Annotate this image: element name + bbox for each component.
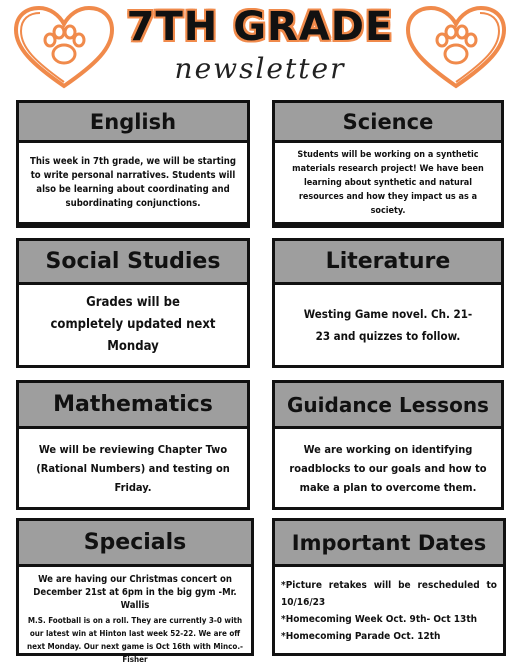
- section-title: Science: [275, 103, 501, 143]
- heart-paw-icon: [404, 4, 508, 90]
- english-section: [16, 100, 250, 228]
- list-item: *Homecoming Parade Oct. 12th: [281, 631, 441, 642]
- section-body: [275, 567, 503, 653]
- literature-section: [272, 238, 504, 368]
- specials-section: [16, 518, 254, 664]
- specials-football-text: M.S. Football is on a roll. They are currently 3-0 with our latest win at Hinton last week 52-22. We are off next Monday. Our next game is Oct 16th with Minco.-Fisher: [26, 616, 244, 664]
- guidance-lessons-section: [272, 380, 504, 510]
- section-body: We will be reviewing Chapter Two (Rational Numbers) and testing on Friday.: [19, 429, 247, 507]
- heart-paw-icon: [12, 4, 116, 90]
- important-dates-section: [272, 518, 506, 656]
- section-body: Westing Game novel. Ch. 21-23 and quizzes to follow.: [275, 285, 501, 365]
- science-section: [272, 100, 504, 228]
- list-item: *Picture retakes will be rescheduled to 10/16/23: [281, 580, 497, 608]
- section-title: Mathematics: [19, 383, 247, 429]
- section-body: We are working on identifying roadblocks to our goals and how to make a plan to overcome them.: [275, 429, 501, 507]
- mathematics-section: [16, 380, 250, 510]
- social-studies-section: [16, 238, 250, 368]
- section-title: Social Studies: [19, 241, 247, 285]
- page-title: 7TH GRADE: [126, 4, 394, 50]
- list-item: *Homecoming Week Oct. 9th- Oct 13th: [281, 614, 478, 625]
- section-title: Specials: [19, 521, 251, 567]
- section-body: [19, 567, 251, 664]
- section-body: Students will be working on a synthetic materials research project! We have been learning about synthetic and natural resources and how they impact us as a society.: [275, 143, 501, 222]
- section-body: Grades will be completely updated next Monday: [19, 285, 247, 365]
- specials-concert-text: We are having our Christmas concert on December 21st at 6pm in the big gym -Mr. Wallis: [33, 574, 237, 611]
- section-title: Literature: [275, 241, 501, 285]
- section-title: Guidance Lessons: [275, 383, 501, 429]
- section-title: Important Dates: [275, 521, 503, 567]
- page-subtitle: newsletter: [174, 52, 346, 85]
- newsletter-header: [0, 0, 520, 92]
- section-title: English: [19, 103, 247, 143]
- section-body: This week in 7th grade, we will be starting to write personal narratives. Students will also be learning about coordinating and subordinating conjunctions.: [19, 143, 247, 222]
